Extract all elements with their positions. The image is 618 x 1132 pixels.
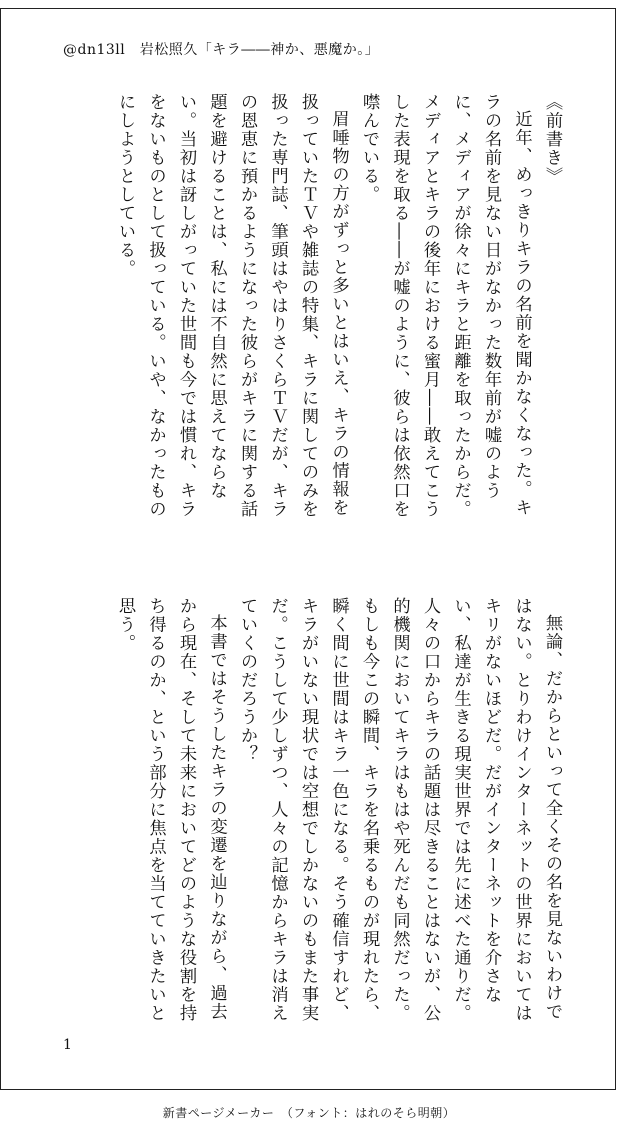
footer-credit: 新書ページメーカー （フォント：はれのそら明朝） bbox=[162, 1106, 456, 1120]
text-block-top bbox=[53, 93, 567, 535]
paragraph: 眉唾物の方がずっと多いとはいえ、キラの情報を扱っていたＴＶや雑誌の特集、キラに関してのみを扱った専門誌、筆頭はやはりさくらＴＶだが、キラの恩恵に預かるようになった彼らがキラに関する話題を避けることは、私には不自然に思えてならない。当初は訝しがっていた世間も今では慣れ、キラをないものとして扱っている。いや、なかったものにしようとしている。 bbox=[115, 93, 349, 519]
text-block-bottom bbox=[53, 597, 567, 1031]
paragraph: 無論、だからといって全くその名を見ないわけではない。とりわけインターネットの世界においてはキリがないほどだ。だがインターネットを介さない、私達が生きる現実世界では先に述べた通りだ。人々の口からキラの話題は尽きることはないが、公的機関においてキラはもはや死んだも同然だった。もしも今この瞬間、キラを名乗るものが現れたら、瞬く間に世間はキラ一色になる。そう確信すれど、キラがいない現状では空想でしかないのもまた事実だ。こうして少しずつ、人々の記憶からキラは消えていくのだろうか？ bbox=[237, 597, 562, 1023]
paragraph: 近年、めっきりキラの名前を聞かなくなった。キラの名前を見ない日がなかった数年前が嘘のように、メディアが徐々にキラと距離を取ったからだ。メディアとキラの後年における蜜月――敢えてこうした表現を取る――が嘘のように、彼らは依然口を噤んでいる。 bbox=[359, 93, 532, 519]
page-number: 1 bbox=[63, 1037, 72, 1053]
book-page bbox=[0, 8, 616, 1090]
paragraph: 本書ではそうしたキラの変遷を辿りながら、過去から現在、そして未来においてどのような役割を持ち得るのか、という部分に焦点を当てていきたいと思う。 bbox=[115, 597, 227, 1023]
page-header: @dn13ll 岩松照久「キラ――神か、悪魔か。」 bbox=[63, 42, 380, 58]
section-title: 《前書き》 bbox=[542, 93, 562, 186]
